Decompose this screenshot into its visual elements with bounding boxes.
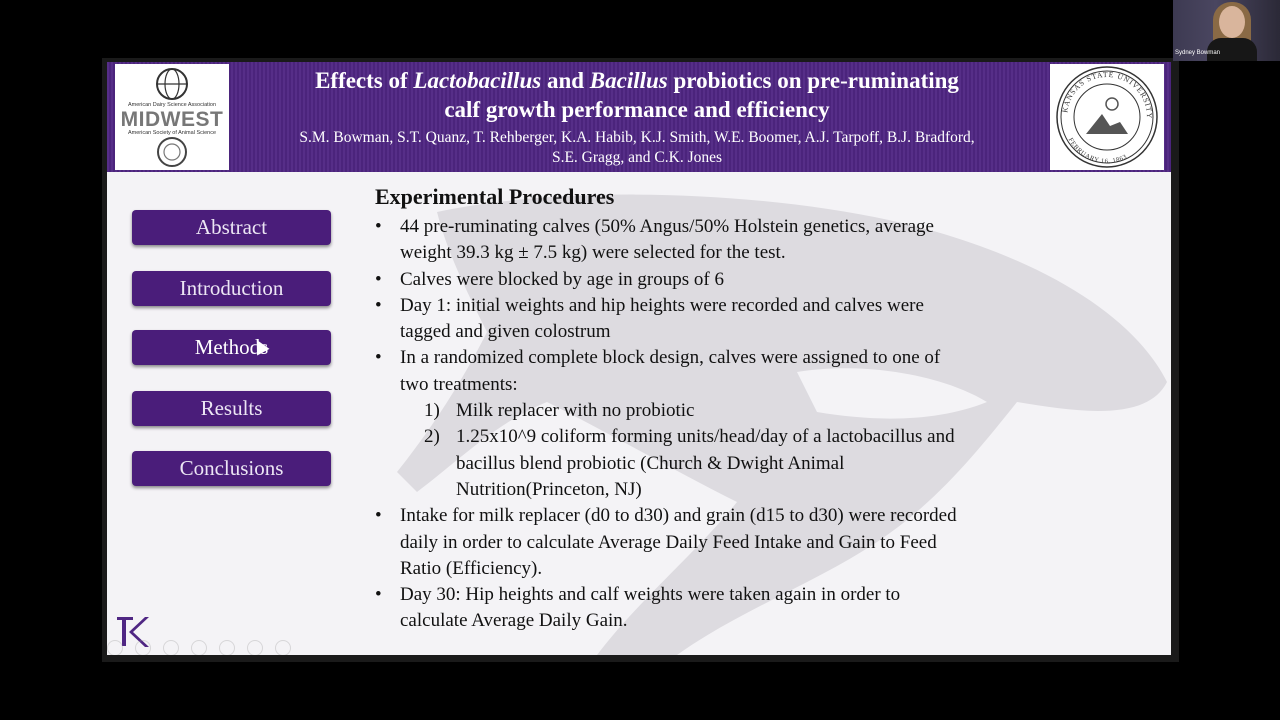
participant-video-thumbnail[interactable] xyxy=(1173,0,1280,61)
text-line: calculate Average Daily Gain. xyxy=(400,610,628,632)
ksu-seal-logo xyxy=(1050,64,1164,170)
text-line: Day 1: initial weights and hip heights were recorded and calves were xyxy=(400,294,924,316)
text-line: Nutrition(Princeton, NJ) xyxy=(456,478,642,500)
seal-icon xyxy=(1050,64,1164,170)
poster-banner xyxy=(107,62,1171,172)
authors-line2: S.E. Gragg, and C.K. Jones xyxy=(551,149,723,166)
list-item xyxy=(372,214,1072,267)
title-mid: and xyxy=(541,68,590,93)
subtitles-icon[interactable] xyxy=(247,640,263,655)
title-genus2: Bacillus xyxy=(589,68,668,93)
nav-button-methods[interactable]: Methods xyxy=(132,330,331,365)
list-item xyxy=(372,267,1072,293)
list-item xyxy=(372,582,1072,635)
list-item xyxy=(372,503,1072,582)
midwest-mark: MIDWEST xyxy=(120,108,224,131)
text-line: tagged and given colostrum xyxy=(400,321,611,343)
text-line: Intake for milk replacer (d0 to d30) and grain (d15 to d30) were recorded xyxy=(400,505,957,527)
nav-button-introduction[interactable]: Introduction xyxy=(132,271,331,306)
text-line: Calves were blocked by age in groups of 6 xyxy=(400,268,724,290)
text-line: two treatments: xyxy=(400,373,518,395)
participant-face xyxy=(1219,6,1245,38)
seal-date-text: FEBRUARY 16, 1863 xyxy=(1066,136,1129,166)
text-line: Ratio (Efficiency). xyxy=(400,557,543,579)
bullet-marker: • xyxy=(375,347,382,369)
see-all-slides-icon[interactable] xyxy=(191,640,207,655)
title-pre: Effects of xyxy=(315,68,414,93)
sub-number: 1) xyxy=(424,400,440,422)
text-line: 44 pre-ruminating calves (50% Angus/50% Holstein genetics, average xyxy=(400,216,934,237)
more-options-icon[interactable] xyxy=(275,640,291,655)
list-item xyxy=(372,345,1072,398)
poster-title xyxy=(237,66,1037,124)
zoom-icon[interactable] xyxy=(219,640,235,655)
participant-name: Sydney Bowman xyxy=(1175,50,1221,56)
title-post: probiotics on pre-ruminating xyxy=(667,68,959,93)
seal-ring-text: KANSAS STATE UNIVERSITY xyxy=(1060,69,1155,120)
text-line: In a randomized complete block design, calves were assigned to one of xyxy=(400,347,941,369)
authors-line1: S.M. Bowman, S.T. Quanz, T. Rehberger, K.A. Habib, K.J. Smith, W.E. Boomer, A.J. Tarpoff, B.J. Bradford, xyxy=(299,129,975,146)
section-heading: Experimental Procedures xyxy=(375,184,615,209)
text-line: bacillus blend probiotic (Church & Dwight Animal xyxy=(456,452,845,474)
midwest-logo xyxy=(115,64,229,170)
sub-list-item xyxy=(372,398,1072,424)
text-line: 1.25x10^9 coliform forming units/head/day of a lactobacillus and xyxy=(456,426,955,448)
nav-button-conclusions[interactable]: Conclusions xyxy=(132,451,331,486)
bullet-marker: • xyxy=(375,216,382,237)
bullet-marker: • xyxy=(375,294,382,316)
bullet-marker: • xyxy=(375,505,382,527)
previous-slide-icon[interactable] xyxy=(107,640,123,655)
text-line: daily in order to calculate Average Daily Feed Intake and Gain to Feed xyxy=(400,531,937,553)
text-line: Milk replacer with no probiotic xyxy=(456,400,695,422)
title-line2: calf growth performance and efficiency xyxy=(444,97,830,122)
nav-button-abstract[interactable]: Abstract xyxy=(132,210,331,245)
presentation-slide xyxy=(107,62,1171,655)
midwest-org1: American Dairy Science Association xyxy=(127,102,217,108)
list-item xyxy=(372,293,1072,346)
text-line: Day 30: Hip heights and calf weights were taken again in order to xyxy=(400,584,901,606)
bullet-marker: • xyxy=(375,584,382,606)
next-slide-icon[interactable] xyxy=(135,640,151,655)
bullet-marker: • xyxy=(375,268,382,290)
poster-authors xyxy=(237,128,1037,168)
midwest-org2: American Society of Animal Science xyxy=(127,130,217,136)
title-genus1: Lactobacillus xyxy=(413,68,542,93)
procedures-list xyxy=(372,214,1072,635)
text-line: weight 39.3 kg ± 7.5 kg) were selected for the test. xyxy=(400,242,786,264)
pen-icon[interactable] xyxy=(163,640,179,655)
sub-number: 2) xyxy=(424,426,440,448)
sub-list-item xyxy=(372,424,1072,503)
slideshow-toolbar xyxy=(107,640,291,654)
nav-button-results[interactable]: Results xyxy=(132,391,331,426)
